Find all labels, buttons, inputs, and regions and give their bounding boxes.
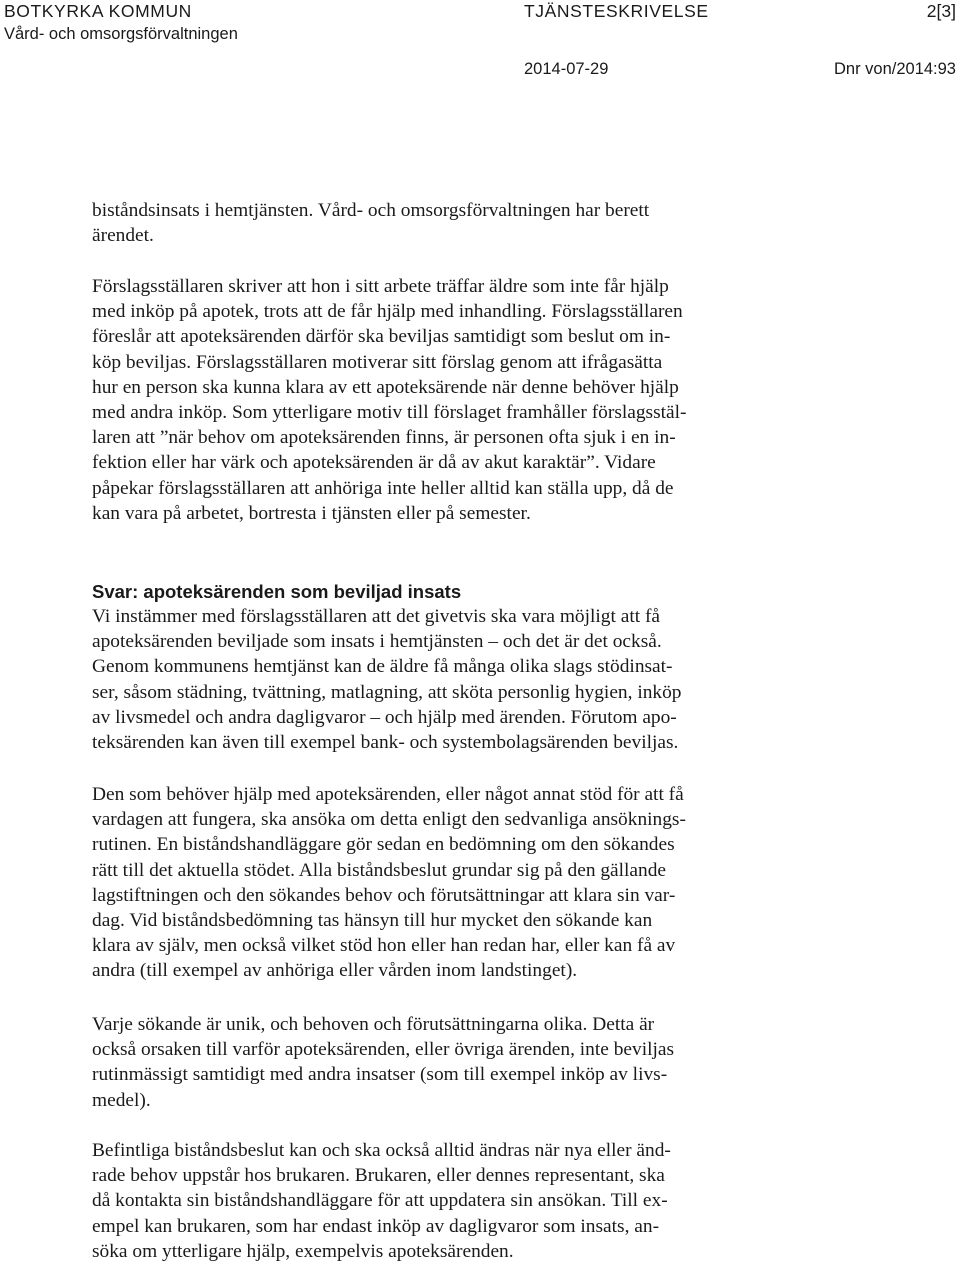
text-line: Genom kommunens hemtjänst kan de äldre få många olika slags stödinsat- — [92, 656, 673, 678]
text-line: rade behov uppstår hos brukaren. Brukaren, eller dennes representant, ska — [92, 1165, 665, 1187]
text-line: kan vara på arbetet, bortresta i tjänsten eller på semester. — [92, 502, 531, 524]
text-line: med inköp på apotek, trots att de får hjälp med inhandling. Förslagsställaren — [92, 301, 683, 323]
text-line: klara av själv, men också vilket stöd hon eller han redan har, eller kan få av — [92, 935, 676, 957]
paragraph-2 — [92, 274, 822, 526]
text-line: empel kan brukaren, som har endast inköp av dagligvaror som insats, an- — [92, 1215, 660, 1237]
text-line: Förslagsställaren skriver att hon i sitt arbete träffar äldre som inte får hjälp — [92, 276, 669, 297]
paragraph-5 — [92, 1012, 822, 1113]
organization-name: BOTKYRKA KOMMUN — [4, 1, 192, 21]
text-line: påpekar förslagsställaren att anhöriga inte heller alltid kan ställa upp, då de — [92, 477, 674, 499]
text-line: då kontakta sin biståndshandläggare för att uppdatera sin ansökan. Till ex- — [92, 1190, 668, 1212]
paragraph-1 — [92, 198, 822, 248]
text-line: laren att ”när behov om apoteksärenden finns, är personen ofta sjuk i en in- — [92, 427, 676, 449]
text-line: söka om ytterligare hjälp, exempelvis apoteksärenden. — [92, 1240, 514, 1262]
text-line: med andra inköp. Som ytterligare motiv till förslaget framhåller förslagsstäl- — [92, 402, 687, 424]
text-line: också orsaken till varför apoteksärenden, eller övriga ärenden, inte beviljas — [92, 1039, 675, 1061]
department-name: Vård- och omsorgsförvaltningen — [4, 25, 238, 43]
text-line: dag. Vid biståndsbedömning tas hänsyn till hur mycket den sökande kan — [92, 910, 653, 932]
text-line: lagstiftningen och den sökandes behov och förutsättningar att klara sin var- — [92, 884, 676, 906]
text-line: vardagen att fungera, ska ansöka om detta enligt den sedvanliga ansöknings- — [92, 809, 686, 831]
registration-number: Dnr von/2014:93 — [833, 60, 956, 78]
text-line: rätt till det aktuella stödet. Alla biståndsbeslut grundar sig på den gällande — [92, 859, 667, 881]
paragraph-4 — [92, 782, 822, 984]
text-line: Befintliga biståndsbeslut kan och ska också alltid ändras när nya eller änd- — [92, 1140, 671, 1161]
document-type: TJÄNSTESKRIVELSE — [524, 1, 709, 21]
text-line: Vi instämmer med förslagsställaren att det givetvis ska vara möjligt att få — [92, 606, 661, 627]
page-number: 2[3] — [926, 1, 956, 21]
section-heading: Svar: apoteksärenden som beviljad insats — [92, 581, 462, 602]
paragraph-6 — [92, 1138, 822, 1264]
text-line: medel). — [92, 1089, 151, 1111]
text-line: apoteksärenden beviljade som insats i hemtjänsten – och det är det också. — [92, 631, 662, 653]
text-line: ser, såsom städning, tvättning, matlagning, att sköta personlig hygien, inköp — [92, 681, 682, 703]
text-line: köp beviljas. Förslagsställaren motiverar sitt förslag genom att ifrågasätta — [92, 351, 663, 373]
text-line: ärendet. — [92, 225, 154, 247]
text-line: teksärenden kan även till exempel bank- och systembolagsärenden beviljas. — [92, 732, 679, 754]
text-line: rutinmässigt samtidigt med andra insatser (som till exempel inköp av livs- — [92, 1064, 668, 1086]
document-date: 2014-07-29 — [524, 60, 609, 78]
text-line: Den som behöver hjälp med apoteksärenden, eller något annat stöd för att få — [92, 784, 684, 805]
text-line: Varje sökande är unik, och behoven och förutsättningarna olika. Detta är — [92, 1014, 655, 1035]
paragraph-3 — [92, 604, 822, 755]
text-line: biståndsinsats i hemtjänsten. Vård- och omsorgsförvaltningen har berett — [92, 200, 650, 221]
text-line: rutinen. En biståndshandläggare gör sedan en bedömning om den sökandes — [92, 834, 675, 856]
text-line: hur en person ska kunna klara av ett apoteksärende när denne behöver hjälp — [92, 376, 679, 398]
text-line: av livsmedel och andra dagligvaror – och hjälp med ärenden. Förutom apo- — [92, 706, 677, 728]
text-line: fektion eller har värk och apoteksärenden är då av akut karaktär”. Vidare — [92, 452, 656, 474]
text-line: andra (till exempel av anhöriga eller vården inom landstinget). — [92, 960, 578, 982]
text-line: föreslår att apoteksärenden därför ska beviljas samtidigt som beslut om in- — [92, 326, 671, 348]
